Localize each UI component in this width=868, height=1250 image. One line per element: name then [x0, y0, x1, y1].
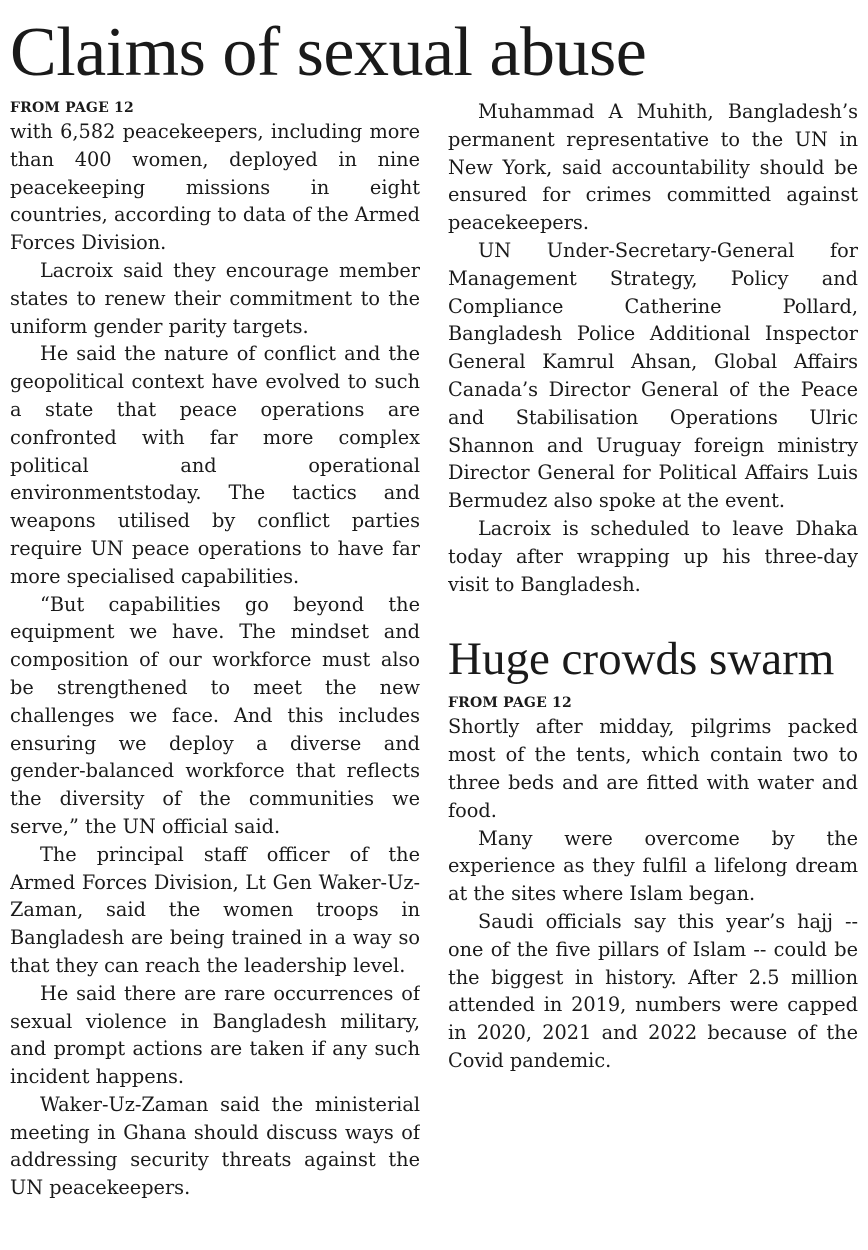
paragraph: Muhammad A Muhith, Bangladesh’s permanent representative to the UN in New York, said accountability should be ensured for crimes committed against peacekeepers.	[448, 100, 858, 235]
paragraph: Shortly after midday, pilgrims packed most of the tents, which contain two to three beds and are fitted with water and food.	[448, 715, 858, 822]
from-page-label: FROM PAGE 12	[10, 100, 134, 116]
paragraph: Saudi officials say this year’s hajj -- one of the five pillars of Islam -- could be the biggest in history. After 2.5 million attended in 2019, numbers were capped in 2020, 2021 and 2022 because of the Covid pandemic.	[448, 909, 858, 1072]
paragraph: UN Under-Secretary-General for Management Strategy, Policy and Compliance Catherine Pollard, Bangladesh Police Additional Inspector General Kamrul Ahsan, Global Affairs Canada’s Director General of the Peace and Stabilisation Operations Ulric Shannon and Uruguay foreign ministry Director General for Political Affairs Luis Bermudez also spoke at the event.	[448, 238, 858, 513]
paragraph: Lacroix is scheduled to leave Dhaka today after wrapping up his three-day visit to Bangladesh.	[448, 516, 858, 596]
left-column	[10, 98, 420, 1238]
paragraph: He said there are rare occurrences of sexual violence in Bangladesh military, and prompt actions are taken if any such incident happens.	[10, 981, 420, 1089]
paragraph: “But capabilities go beyond the equipment we have. The mindset and composition of our workforce must also be strengthened to meet the new challenges we face. And this includes ensuring we deploy a diverse and gender-balanced workforce that reflects the diversity of the communities we serve,” the UN official said.	[10, 592, 420, 838]
paragraph-continued: Waker-Uz-Zaman said the ministerial meeting in Ghana should discuss ways of addressing security threats against the UN peacekeepers.	[10, 1092, 420, 1200]
right-column	[448, 98, 858, 1238]
from-page-label: FROM PAGE 12	[448, 695, 572, 712]
paragraph: Many were overcome by the experience as they fulfil a lifelong dream at the sites where Islam began.	[448, 826, 858, 906]
paragraph: The principal staff officer of the Armed Forces Division, Lt Gen Waker-Uz-Zaman, said the women troops in Bangladesh are being trained in a way so that they can reach the leadership level.	[10, 842, 420, 977]
second-story-headline: Huge crowds swarm	[448, 633, 835, 686]
paragraph: He said the nature of conflict and the geopolitical context have evolved to such a state that peace operations are confronted with far more complex political and operational environmentstoday. The tactics and weapons utilised by conflict parties require UN peace operations to have far more specialised capabilities.	[10, 342, 420, 588]
paragraph: Lacroix said they encourage member states to renew their commitment to the uniform gender parity targets.	[10, 258, 420, 338]
paragraph: with 6,582 peacekeepers, including more than 400 women, deployed in nine peacekeeping missions in eight countries, according to data of the Armed Forces Division.	[10, 120, 420, 255]
story-headline: Claims of sexual abuse	[10, 14, 647, 91]
